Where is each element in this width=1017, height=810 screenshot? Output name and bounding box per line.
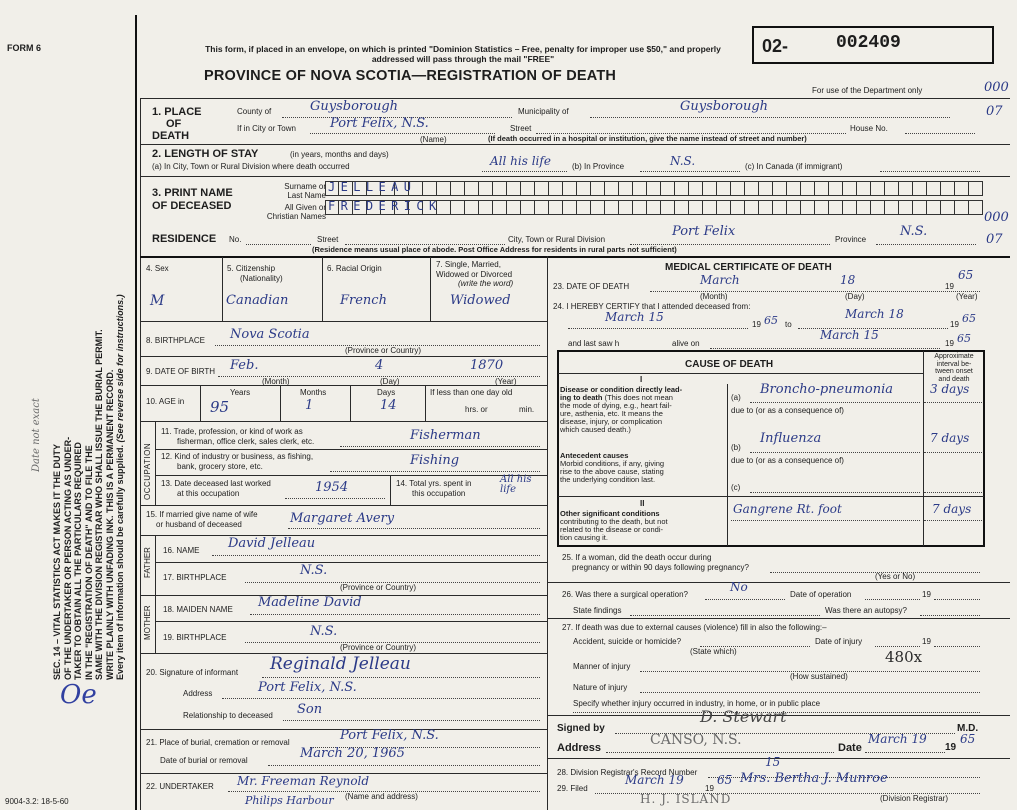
interval-other-value: 7 days bbox=[932, 502, 972, 516]
record-number-value: 15 bbox=[765, 755, 781, 769]
mother-side-label: MOTHER bbox=[143, 605, 152, 640]
death-month-value: March bbox=[700, 273, 740, 287]
page-title: PROVINCE OF NOVA SCOTIA—REGISTRATION OF DEATH bbox=[204, 68, 617, 84]
last-worked-value: 1954 bbox=[315, 480, 349, 495]
last-seen-value: March 15 bbox=[820, 328, 879, 342]
margin-note-1: 000 bbox=[984, 80, 1009, 95]
physician-address: CANSO, N.S. bbox=[650, 732, 742, 748]
city-value: Port Felix, N.S. bbox=[330, 116, 429, 131]
margin-note-3: 000 bbox=[984, 210, 1009, 225]
cause-a-value: Broncho-pneumonia bbox=[760, 382, 894, 397]
attended-from-value: March 15 bbox=[605, 310, 664, 324]
medical-certificate-title: MEDICAL CERTIFICATE OF DEATH bbox=[665, 262, 832, 273]
manner-mark: 480x bbox=[885, 648, 923, 666]
industry-value: Fishing bbox=[410, 453, 460, 468]
age-years-value: 95 bbox=[210, 398, 230, 416]
dob-year-value: 1870 bbox=[470, 358, 504, 373]
dob-month-value: Feb. bbox=[230, 358, 259, 373]
death-year-value: 65 bbox=[958, 268, 974, 282]
occupation-side-label: OCCUPATION bbox=[143, 442, 152, 500]
surname-grid bbox=[325, 181, 983, 196]
surgical-operation-value: No bbox=[730, 580, 748, 594]
undertaker-value: Mr. Freeman Reynold bbox=[237, 774, 370, 788]
marital-status-value: Widowed bbox=[450, 293, 511, 308]
citizenship-value: Canadian bbox=[226, 293, 289, 308]
total-years-value: All his life bbox=[500, 474, 532, 495]
stay-city-value: All his life bbox=[490, 154, 551, 168]
stay-province-value: N.S. bbox=[670, 154, 696, 168]
registration-number: 002409 bbox=[836, 33, 901, 53]
father-side-label: FATHER bbox=[143, 547, 152, 578]
form-number: FORM 6 bbox=[7, 43, 42, 53]
death-day-value: 18 bbox=[840, 273, 856, 287]
margin-note-4: 07 bbox=[986, 232, 1003, 247]
relationship-value: Son bbox=[297, 702, 323, 717]
residence-division-value: Port Felix bbox=[672, 224, 736, 239]
father-name-value: David Jelleau bbox=[228, 536, 316, 551]
department-use-note: For use of the Department only bbox=[812, 86, 923, 95]
surname-value: JELLEAU bbox=[328, 180, 417, 194]
death-registration-form: FORM 6 This form, if placed in an envelope, on which is printed "Dominion Statistics – Free, penalty for improper use $50," and properly addressed will pass through the mail "FREE" PROVINCE OF NOVA SCOTIA—REGISTRATION OF DEATH 02- 002409 For use of the Department only SEC. 14 – VITAL STATISTICS ACT MAKES IT THE DUTY OF THE UNDERTAKER OR PERSON ACTING AS UNDER- TAKER TO OBTAIN ALL THE PARTICULARS REQUIRED IN THE "REGISTRATION OF DEATH" AND TO FILE THE SAME WITH THE DIVISION REGISTRAR WHO SHALL ISSUE THE BURIAL PERMIT. WRITE PLAINLY WITH UNFADING INK. THIS IS A PERMANENT RECORD. Every item of information should be carefully supplied. (See reverse side for instructions.) Oe Date not exact 1. PLACE OF DEATH County of Guysborough Municipality of Guysborough If in City or Town Port Felix, N.S. (Name) Street House No. (If death occurred in a hospital or institution, give the name instead of street and number) 2. LENGTH OF STAY (in years, months and days) (a) In City, Town or Rural Division where death occurred All his life (b) In Province N.S. (c) In Canada (if immigrant) 3. PRINT NAME OF DECEASED Surname or Last Name All Given or Christian Names JELLEAU FREDERICK RESIDENCE No. Street City, Town or Rural Division Port Felix Province N.S. (Residence means usual place of abode. Post Office Address for residents in rural parts not sufficient) 4. Sex M 5. Citizenship (Nationality) Canadian 6. Racial Origin French 7. Single, Married, Widowed or Divorced (write the word) Widowed 8. BIRTHPLACE Nova Scotia (Province or Country) 9. DATE OF BIRTH Feb. 4 1870 (Month) (Day) (Year) 10. AGE in Years 95 Months 1 Days 14 If less than one day old hrs. or min. OCCUPATION 11. Trade, profession, or kind of work as fisherman, office clerk, sales clerk, etc. Fisherman 12. Kind of industry or business, as fishing, bank, grocery store, etc. Fishing 13. Date deceased last worked at this occupation 1954 14. Total yrs. spent in this occupation All his life 15. If married give name of wife or husband of deceased Margaret Avery FATHER 16. NAME David Jelleau 17. BIRTHPLACE N.S. (Province or Country) MOTHER 18. MAIDEN NAME Madeline David 19. BIRTHPLACE N.S. (Province or Country) 20. Signature of informant Reginald Jelleau Address Port Felix, N.S. Relationship to deceased Son 21. Place of burial, cremation or removal Port Felix, N.S. Date of burial or removal March 20, 1965 22. UNDERTAKER Mr. Freeman Reynold (Name and address) Philips Harbour 9004-3.2: 18-5-60 MEDICAL CERTIFICATE OF DEATH 23. DATE OF DEATH March 18 19 65 (Month) (Day) (Year) 24. I HEREBY CERTIFY that I attended deceased from: March 15 19 65 to March 18 19 65 and last saw h alive on March 15 19 65 CAUSE OF DEATH Approximate interval be- tween onset and death I Disease or condition directly lead- ing to death (This does not mean the mode of dying, e.g., heart fail- ure, asthenia, etc. It means the disease, injury, or complication which caused death.) (a) Broncho-pneumonia 3 days due to (or as a consequence of) Antecedent causes Morbid conditions, if any, giving rise to the above cause, stating the underlying condition last. (b) Influenza 7 days due to (or as a consequence of) (c) II Other significant conditions contributing to the death, but not related to the disease or condi- tion causing it. Gangrene Rt. foot 7 days 25. If a woman, did the death occur during pregnancy or within 90 days following pregnancy? (Yes or No) 26. Was there a surgical operation? No Date of operation 19 State findings Was there an autopsy? 27. If death was due to external causes (violence) fill in also the following:– Accident, suicide or homicide? Date of injury 19 (State which) Manner of injury 480x (How sustained) Nature of injury Specify whether injury occurred in industry, in home, or in public place Signed by D. Stewart M.D. Address CANSO, N.S. Date March 19 19 65 28. Division Registrar's Record Number 15 29. Filed March 19 19 65 Mrs. Bertha J. Munroe (Division Registrar) H. J. ISLAND 000 07 000 07 bbox=[0, 0, 1017, 810]
margin-initial: Oe bbox=[60, 680, 97, 710]
cause-b-value: Influenza bbox=[760, 431, 822, 446]
trade-value: Fisherman bbox=[410, 428, 481, 443]
place-of-death-label: 1. PLACE OF DEATH bbox=[152, 106, 202, 142]
margin-note-2: 07 bbox=[986, 104, 1003, 119]
sex-value: M bbox=[150, 293, 165, 309]
attended-to-value: March 18 bbox=[845, 307, 904, 321]
registrar-signature: Mrs. Bertha J. Munroe bbox=[740, 771, 888, 786]
certificate-date-value: March 19 bbox=[868, 732, 927, 746]
physician-signature: D. Stewart bbox=[700, 707, 787, 726]
interval-b-value: 7 days bbox=[930, 431, 970, 445]
other-conditions-value: Gangrene Rt. foot bbox=[733, 502, 842, 516]
mother-name-value: Madeline David bbox=[258, 595, 362, 610]
informant-address: Port Felix, N.S. bbox=[258, 680, 357, 695]
burial-place-value: Port Felix, N.S. bbox=[340, 728, 439, 743]
informant-signature: Reginald Jelleau bbox=[270, 654, 411, 674]
vertical-act-notice: SEC. 14 – VITAL STATISTICS ACT MAKES IT THE DUTY OF THE UNDERTAKER OR PERSON ACTING AS UNDER- TAKER TO OBTAIN ALL THE PARTICULARS REQUIRED IN THE "REGISTRATION OF DEATH" AND TO FILE THE SAME WITH THE DIVISION REGISTRAR WHO SHALL ISSUE THE BURIAL PERMIT. WRITE PLAINLY WITH UNFADING INK. THIS IS A PERMANENT RECORD. Every item of information should be carefully supplied. (See reverse side for instructions.) bbox=[52, 294, 125, 680]
form-code: 9004-3.2: 18-5-60 bbox=[5, 797, 69, 806]
spouse-name-value: Margaret Avery bbox=[290, 511, 395, 526]
mother-birthplace-value: N.S. bbox=[310, 624, 338, 639]
undertaker-address-value: Philips Harbour bbox=[245, 794, 334, 807]
dob-day-value: 4 bbox=[375, 358, 384, 373]
county-value: Guysborough bbox=[310, 99, 399, 114]
print-name-label: 3. PRINT NAME OF DECEASED bbox=[152, 187, 233, 212]
racial-origin-value: French bbox=[340, 293, 387, 308]
stamp-text: H. J. ISLAND bbox=[640, 792, 732, 806]
registration-number-box bbox=[752, 26, 994, 64]
margin-note: Date not exact bbox=[31, 398, 42, 472]
birthplace-value: Nova Scotia bbox=[230, 327, 310, 342]
municipality-value: Guysborough bbox=[680, 99, 769, 114]
filed-date-value: March 19 bbox=[625, 773, 684, 787]
interval-a-value: 3 days bbox=[930, 382, 970, 396]
age-days-value: 14 bbox=[380, 398, 397, 413]
cause-of-death-title: CAUSE OF DEATH bbox=[685, 359, 774, 370]
burial-date-value: March 20, 1965 bbox=[300, 746, 405, 761]
mail-notice: This form, if placed in an envelope, on which is printed "Dominion Statistics – Free, penalty for improper use $50," and properly addressed will pass through the mail "FREE" bbox=[205, 44, 721, 64]
given-name-value: FREDERICK bbox=[328, 199, 442, 213]
residence-province-value: N.S. bbox=[900, 224, 928, 239]
registration-prefix: 02- bbox=[762, 36, 789, 56]
age-months-value: 1 bbox=[305, 398, 314, 413]
father-birthplace-value: N.S. bbox=[300, 563, 328, 578]
